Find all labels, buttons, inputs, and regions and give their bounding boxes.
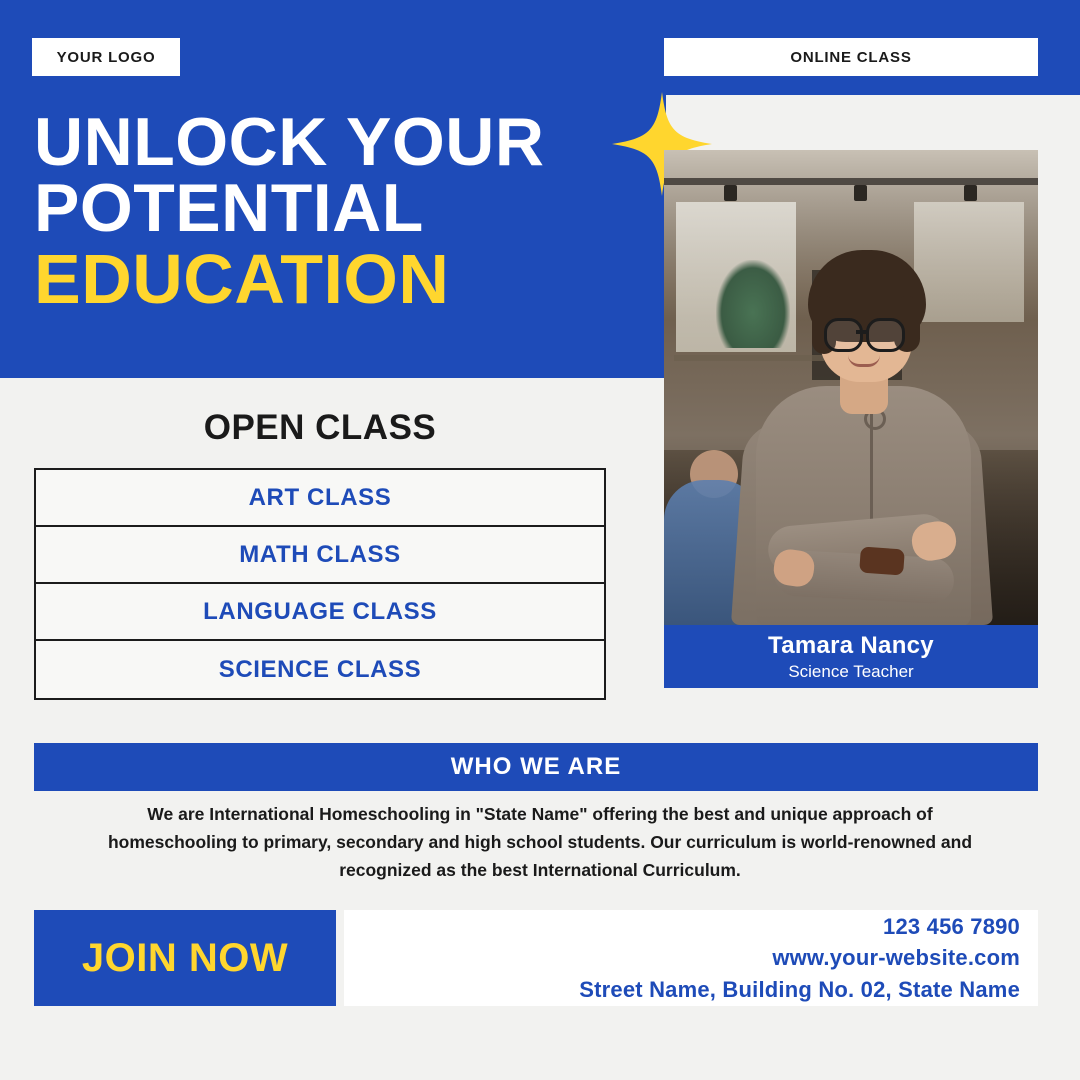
- teacher-name-plate: [664, 625, 1038, 688]
- contact-website[interactable]: www.your-website.com: [772, 945, 1020, 971]
- logo-label: YOUR LOGO: [56, 48, 156, 66]
- contact-phone[interactable]: 123 456 7890: [883, 914, 1020, 940]
- who-we-are-label: WHO WE ARE: [450, 753, 622, 780]
- teacher-card: [664, 150, 1038, 688]
- glasses-icon: [824, 318, 863, 352]
- headline-line-3: EDUCATION: [34, 239, 450, 318]
- contact-address: Street Name, Building No. 02, State Name: [579, 976, 1020, 1002]
- class-label: LANGUAGE CLASS: [203, 597, 437, 625]
- headline-line-1: UNLOCK YOUR: [34, 104, 545, 180]
- teacher-zipper: [870, 412, 873, 532]
- list-item[interactable]: [36, 584, 604, 641]
- list-item[interactable]: [36, 641, 604, 698]
- online-class-badge: [664, 38, 1038, 76]
- open-class-title: OPEN CLASS: [203, 408, 437, 447]
- photo-lamp: [854, 185, 867, 201]
- who-we-are-heading: [34, 743, 1038, 791]
- teacher-photo: [664, 150, 1038, 625]
- teacher-wristband: [859, 546, 905, 575]
- page-title: [34, 104, 644, 318]
- online-class-label: ONLINE CLASS: [790, 48, 912, 66]
- class-label: SCIENCE CLASS: [218, 655, 422, 683]
- photo-plant: [716, 260, 790, 348]
- class-label: ART CLASS: [248, 483, 392, 511]
- join-now-button[interactable]: [34, 910, 336, 1006]
- contact-info: [344, 910, 1038, 1006]
- logo-badge[interactable]: [32, 38, 180, 76]
- class-label: MATH CLASS: [239, 540, 401, 568]
- list-item[interactable]: [36, 527, 604, 584]
- photo-lamp: [724, 185, 737, 201]
- photo-lamp: [964, 185, 977, 201]
- who-we-are-body: We are International Homeschooling in "State Name" offering the best and unique approach of homeschooling to primary, secondary and high school students. Our curriculum is world-renowned and recognized as the best International Curriculum.: [107, 804, 973, 880]
- teacher-name: Tamara Nancy: [768, 631, 934, 659]
- photo-shelf: [674, 355, 824, 361]
- photo-ceiling-rail: [664, 178, 1038, 185]
- headline-line-2: POTENTIAL: [34, 169, 424, 246]
- join-now-label: JOIN NOW: [81, 935, 289, 980]
- teacher-role: Science Teacher: [788, 661, 914, 681]
- list-item[interactable]: [36, 470, 604, 527]
- photo-window-right: [914, 202, 1024, 322]
- glasses-icon: [866, 318, 905, 352]
- open-class-list: [34, 468, 606, 700]
- glasses-bridge: [856, 330, 868, 334]
